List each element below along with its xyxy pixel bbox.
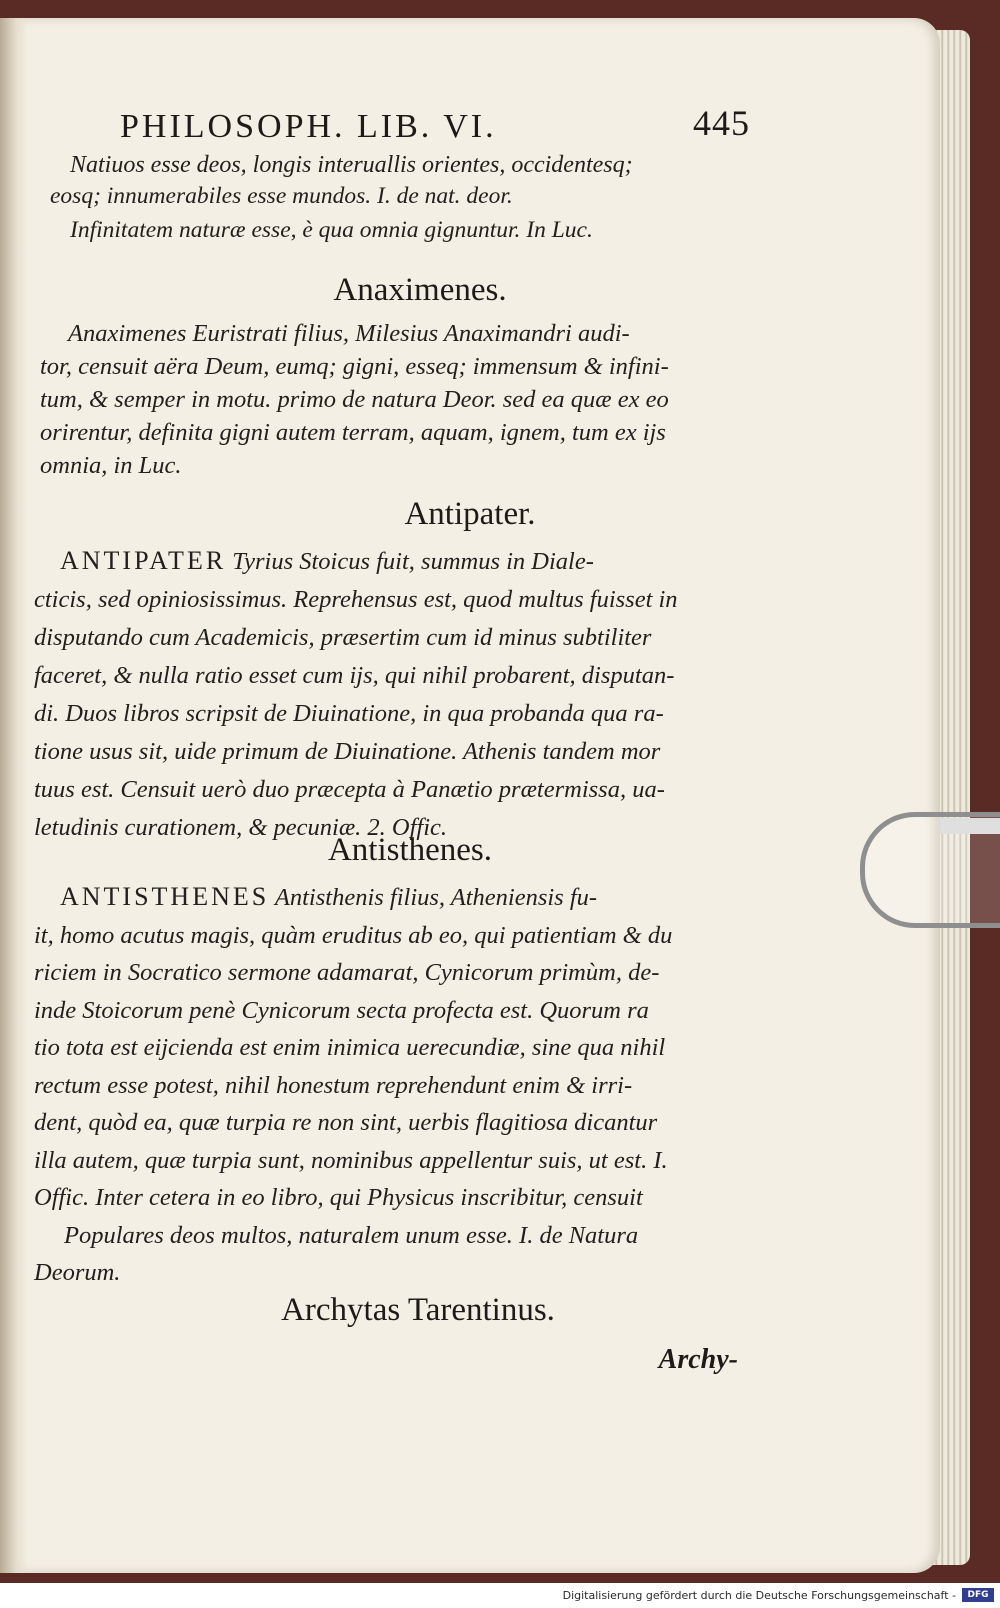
book-clasp bbox=[860, 812, 1000, 928]
text-line: disputando cum Academicis, præsertim cum id minus subtiliter bbox=[34, 624, 652, 651]
text-line: riciem in Socratico sermone adamarat, Cynicorum primùm, de- bbox=[34, 959, 660, 986]
text-line: tum, & semper in motu. primo de natura Deor. sed ea quæ ex eo bbox=[40, 386, 669, 413]
text-line: Offic. Inter cetera in eo libro, qui Physicus inscribitur, censuit bbox=[34, 1184, 643, 1211]
text-line: Anaximenes Euristrati filius, Milesius Anaximandri audi- bbox=[68, 320, 630, 347]
text-line: faceret, & nulla ratio esset cum ijs, qui nihil probarent, disputan- bbox=[34, 662, 675, 689]
lead-word: ANTISTHENES bbox=[60, 882, 270, 911]
section-heading-archytas: Archytas Tarentinus. bbox=[281, 1292, 555, 1328]
page-number: 445 bbox=[693, 103, 750, 143]
section-heading-antipater: Antipater. bbox=[404, 496, 536, 532]
section-body-antisthenes bbox=[34, 878, 672, 1292]
text-line: tor, censuit aëra Deum, eumq; gigni, esseq; immensum & infini- bbox=[40, 353, 669, 380]
text-line: inde Stoicorum penè Cynicorum secta profecta est. Quorum ra bbox=[34, 996, 649, 1024]
text-line: Populares deos multos, naturalem unum esse. I. de Natura bbox=[64, 1221, 639, 1249]
page-gutter bbox=[0, 18, 28, 1573]
text-line: letudinis curationem, & pecuniæ. 2. Offic. bbox=[34, 814, 448, 841]
text-line: eosq; innumerabiles esse mundos. I. de nat. deor. bbox=[50, 183, 513, 209]
text-line: tio tota est eijcienda est enim inimica uerecundiæ, sine qua nihil bbox=[34, 1034, 666, 1061]
text-line bbox=[60, 542, 678, 581]
text-line: Deorum. bbox=[34, 1259, 121, 1286]
text-line: dent, quòd ea, quæ turpia re non sint, uerbis flagitiosa dicantur bbox=[34, 1109, 658, 1136]
page-header bbox=[120, 103, 750, 148]
footer-bar bbox=[0, 1583, 1000, 1608]
lead-line-text: Tyrius Stoicus fuit, summus in Diale- bbox=[232, 548, 594, 575]
section-body-anaximenes bbox=[40, 317, 669, 482]
text-line: orirentur, definita gigni autem terram, aquam, ignem, tum ex ijs bbox=[40, 419, 666, 446]
lead-line-text: Antisthenis filius, Atheniensis fu- bbox=[274, 884, 598, 911]
text-line bbox=[60, 878, 672, 917]
text-line: illa autem, quæ turpia sunt, nominibus appellentur suis, ut est. I. bbox=[34, 1146, 668, 1174]
text-line: omnia, in Luc. bbox=[40, 452, 182, 479]
text-line: it, homo acutus magis, quàm eruditus ab eo, qui patientiam & du bbox=[34, 921, 673, 949]
text-line: tione usus sit, uide primum de Diuinatione. Athenis tandem mor bbox=[34, 738, 661, 765]
text-line: Infinitatem naturæ esse, è qua omnia gignuntur. In Luc. bbox=[70, 217, 593, 243]
text-line: tuus est. Censuit uerò duo præcepta à Panætio prætermissa, ua- bbox=[34, 776, 665, 803]
catchword: Archy- bbox=[658, 1344, 738, 1375]
section-heading-anaximenes: Anaximenes. bbox=[333, 272, 507, 308]
funding-credit: Digitalisierung gefördert durch die Deutsche Forschungsgemeinschaft - bbox=[562, 1589, 956, 1602]
running-title: PHILOSOPH. LIB. VI. bbox=[120, 108, 497, 145]
text-line: di. Duos libros scripsit de Diuinatione, in qua probanda qua ra- bbox=[34, 700, 664, 727]
dfg-logo-icon: DFG bbox=[962, 1588, 994, 1602]
section-body-antipater bbox=[34, 542, 678, 847]
text-line: Natiuos esse deos, longis interuallis orientes, occidentesq; bbox=[70, 152, 633, 178]
lead-word: ANTIPATER bbox=[60, 546, 227, 575]
text-line: cticis, sed opiniosissimus. Reprehensus est, quod multus fuisset in bbox=[34, 586, 678, 613]
text-line: rectum esse potest, nihil honestum reprehendunt enim & irri- bbox=[34, 1071, 633, 1099]
intro-block bbox=[50, 150, 633, 246]
section-heading-antisthenes: Antisthenes. bbox=[327, 832, 493, 868]
